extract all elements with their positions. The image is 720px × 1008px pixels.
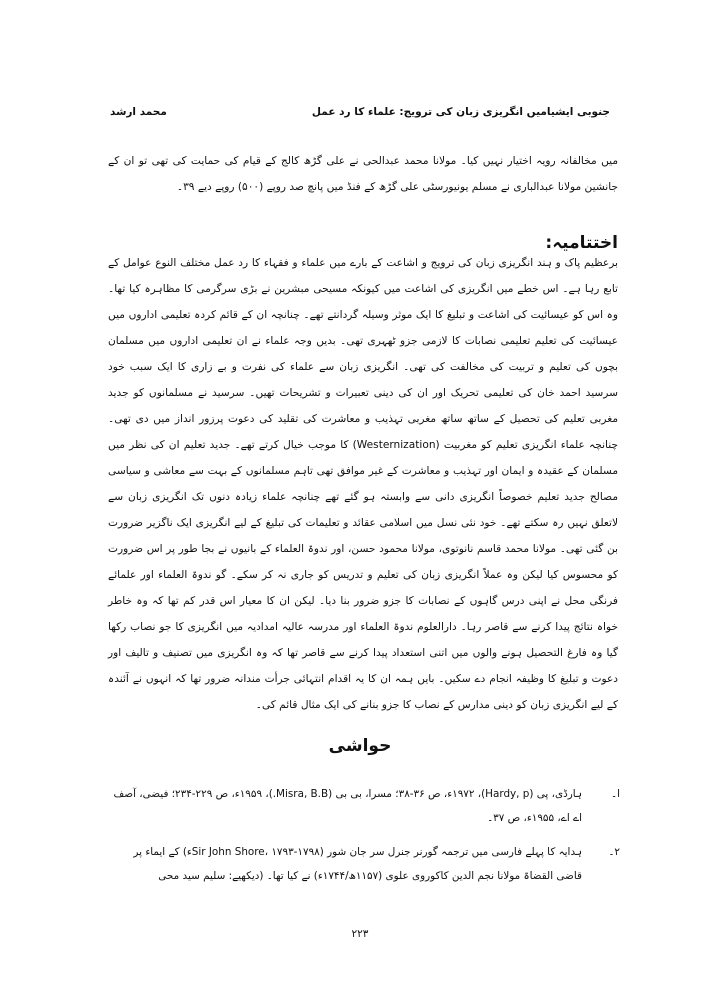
header-title: جنوبی ایشیامیں انگریزی زبان کی ترویج: علماء کا رد عمل	[311, 106, 610, 118]
footnote-item	[108, 840, 620, 888]
running-header	[110, 106, 610, 126]
section-heading: اختتامیہ:	[545, 233, 618, 253]
footnote-text: ہارڈی، پی (Hardy, p)، ۱۹۷۲ء، ص ۳۶-۳۸؛ مسرا، بی بی (Misra, B.B.)، ۱۹۵۹ء، ص ۲۲۹-۲۳۴؛ فیضی، آصف اے اے، ۱۹۵۵ء، ص ۳۷۔	[113, 788, 582, 824]
conclusion-paragraph-block	[108, 250, 618, 718]
footnote-number: ۲۔	[608, 846, 620, 858]
conclusion-paragraph: برعظیم پاک و ہند انگریزی زبان کی ترویج و اشاعت کے بارے میں علماء و فقہاء کا رد عمل مختلف النوع عوامل کے تابع رہا ہے۔ اس خطے میں انگریزی کی اشاعت میں کیونکہ مسیحی مبشرین نے بڑی سرگرمی کا مظاہرہ کیا تھا۔ وہ اس کو عیسائیت کی اشاعت و تبلیغ کا ایک موثر وسیلہ گردانتے تھے۔ چنانچہ ان کے قائم کردہ تعلیمی اداروں میں عیسائیت کی تعلیم تعلیمی نصابات کا لازمی جزو ٹھہری تھی۔ بدیں وجہ علماء نے ان تعلیمی اداروں میں مسلمان بچوں کی تعلیم و تربیت کی مخالفت کی تھی۔ انگریزی زبان سے علماء کی نفرت و بے زاری کا ایک سبب خود سرسید احمد خان کی تعلیمی تحریک اور ان کی دینی تعبیرات و تشریحات تھیں۔ سرسید نے مسلمانوں کو جدید مغربی تعلیم کی تحصیل کے ساتھ ساتھ مغربی تہذیب و معاشرت کی تقلید کی دعوت پرزور انداز میں دی تھی۔ چنانچہ علماء انگریزی تعلیم کو مغربیت (Westernization) کا موجب خیال کرتے تھے۔ جدید تعلیم ان کی نظر میں مسلمان کے عقیدہ و ایمان اور تہذیب و معاشرت کے غیر موافق تھی تاہم مسلمانوں کے بہت سے معاشی و سیاسی مصالح جدید تعلیم خصوصاً انگریزی دانی سے وابستہ ہو گئے تھے چنانچہ علماء زیادہ دنوں تک انگریزی زبان سے لاتعلق نہیں رہ سکتے تھے۔ خود نئی نسل میں اسلامی عقائد و تعلیمات کی تبلیغ کے لیے انگریزی ایک ناگزیر ضرورت بن گئی تھی۔ مولانا محمد قاسم نانوتوی، مولانا محمود حسن، اور ندوۃ العلماء کے بانیوں نے بجا طور پر اس ضرورت کو محسوس کیا لیکن وہ عملاً انگریزی زبان کی تعلیم و تدریس کو جاری نہ کر سکے۔ گو ندوۃ العلماء اور علمائے فرنگی محل نے اپنی درس گاہوں کے نصابات کا جزو ضرور بنا دیا۔ لیکن ان کا معیار اس قدر کم تھا کہ وہ خاطر خواہ نتائج پیدا کرنے سے قاصر رہا۔ دارالعلوم ندوۃ العلماء اور مدرسہ عالیہ امدادیہ میں انگریزی کا جو نصاب رکھا گیا وہ فارغ التحصیل ہونے والوں میں اتنی استعداد پیدا کرنے سے قاصر تھا کہ وہ انگریزی میں تصنیف و تالیف اور دعوت و تبلیغ کا وظیفہ انجام دے سکیں۔ بایں ہمہ ان کا یہ اقدام انتہائی جرأت مندانہ ضرور تھا کہ انہوں نے آئندہ کے لیے انگریزی زبان کو دینی مدارس کے نصاب کا جزو بنانے کی ایک مثال قائم کی۔	[108, 257, 618, 711]
notes-heading: حواشی	[328, 736, 392, 756]
footnote-number: ا۔	[611, 788, 620, 800]
footnote-text: ہدایہ کا پہلے فارسی میں ترجمہ گورنر جنرل سر جان شور (Sir John Shore، ۱۷۹۳-۱۷۹۸ء) کے ایماء پر قاضی القضاۃ مولانا نجم الدین کاکوروی علوی (۱۱۵۷ھ/۱۷۴۴ء) نے کیا تھا۔ (دیکھیے: سلیم سید محی	[133, 846, 582, 882]
page-number: ۲۲۳	[351, 928, 369, 940]
intro-paragraph-block	[108, 148, 618, 201]
footnotes-list	[108, 782, 620, 898]
header-author: محمد ارشد	[110, 106, 167, 118]
intro-paragraph: میں مخالفانہ رویہ اختیار نہیں کیا۔ مولانا محمد عبدالحی نے علی گڑھ کالج کے قیام کی حمایت کی تھی تو ان کے جانشین مولانا عبدالباری نے مسلم یونیورسٹی علی گڑھ کے فنڈ میں پانچ صد روپے (۵۰۰) روپے دیے ۳۹۔	[108, 155, 618, 194]
footnote-item	[108, 782, 620, 830]
